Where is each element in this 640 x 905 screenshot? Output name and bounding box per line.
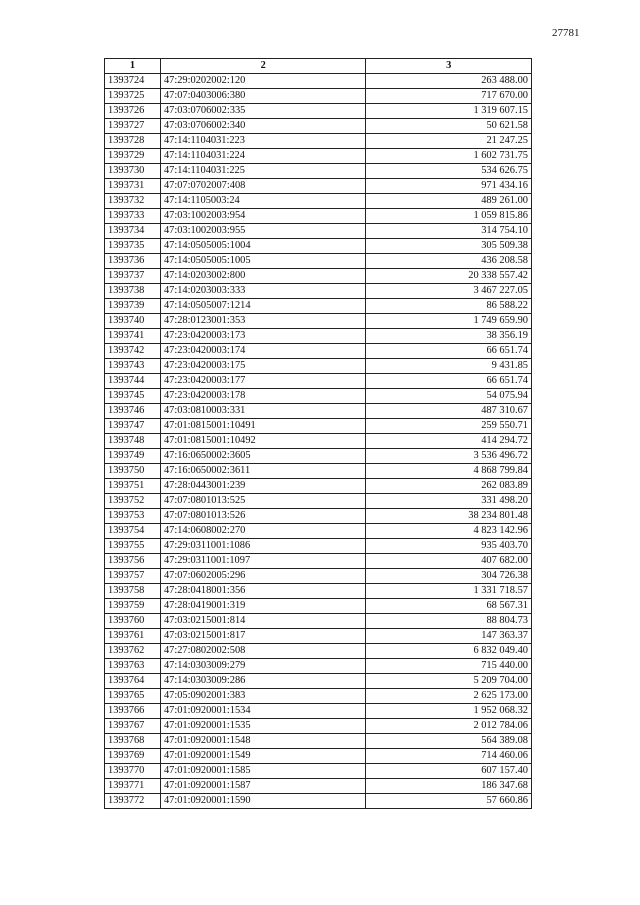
cadastral-number-cell: 47:01:0920001:1590	[160, 794, 366, 809]
table-header-row	[105, 59, 532, 74]
cadastral-value-cell: 4 823 142.96	[366, 524, 532, 539]
table-row	[105, 344, 532, 359]
cadastral-value-cell: 1 331 718.57	[366, 584, 532, 599]
cadastral-number-cell: 47:29:0311001:1086	[160, 539, 366, 554]
table-row	[105, 74, 532, 89]
table-row	[105, 359, 532, 374]
cadastral-number-cell: 47:23:0420003:178	[160, 389, 366, 404]
cadastral-number-cell: 47:14:0505005:1005	[160, 254, 366, 269]
row-number-cell: 1393731	[105, 179, 161, 194]
cadastral-value-cell: 1 602 731.75	[366, 149, 532, 164]
row-number-cell: 1393724	[105, 74, 161, 89]
cadastral-number-cell: 47:03:0810003:331	[160, 404, 366, 419]
cadastral-value-cell: 1 319 607.15	[366, 104, 532, 119]
cadastral-value-cell: 9 431.85	[366, 359, 532, 374]
cadastral-value-cell: 1 059 815.86	[366, 209, 532, 224]
cadastral-number-cell: 47:14:0203003:333	[160, 284, 366, 299]
cadastral-value-cell: 186 347.68	[366, 779, 532, 794]
row-number-cell: 1393744	[105, 374, 161, 389]
row-number-cell: 1393734	[105, 224, 161, 239]
cadastral-value-cell: 717 670.00	[366, 89, 532, 104]
table-row	[105, 464, 532, 479]
row-number-cell: 1393741	[105, 329, 161, 344]
table-row	[105, 104, 532, 119]
row-number-cell: 1393766	[105, 704, 161, 719]
cadastral-value-cell: 54 075.94	[366, 389, 532, 404]
cadastral-number-cell: 47:01:0815001:10492	[160, 434, 366, 449]
table-row	[105, 599, 532, 614]
cadastral-number-cell: 47:28:0443001:239	[160, 479, 366, 494]
row-number-cell: 1393748	[105, 434, 161, 449]
cadastral-value-cell: 38 356.19	[366, 329, 532, 344]
cadastral-number-cell: 47:01:0920001:1548	[160, 734, 366, 749]
table-body	[105, 74, 532, 809]
column-header-1: 1	[105, 59, 161, 74]
row-number-cell: 1393738	[105, 284, 161, 299]
row-number-cell: 1393750	[105, 464, 161, 479]
table-row	[105, 764, 532, 779]
table-row	[105, 614, 532, 629]
row-number-cell: 1393736	[105, 254, 161, 269]
row-number-cell: 1393725	[105, 89, 161, 104]
cadastral-number-cell: 47:16:0650002:3605	[160, 449, 366, 464]
row-number-cell: 1393752	[105, 494, 161, 509]
table-row	[105, 209, 532, 224]
cadastral-value-cell: 1 749 659.90	[366, 314, 532, 329]
cadastral-value-cell: 3 467 227.05	[366, 284, 532, 299]
cadastral-value-cell: 88 804.73	[366, 614, 532, 629]
cadastral-value-cell: 304 726.38	[366, 569, 532, 584]
cadastral-value-cell: 607 157.40	[366, 764, 532, 779]
cadastral-value-cell: 86 588.22	[366, 299, 532, 314]
table-row	[105, 434, 532, 449]
cadastral-number-cell: 47:14:1105003:24	[160, 194, 366, 209]
cadastral-value-cell: 407 682.00	[366, 554, 532, 569]
cadastral-number-cell: 47:14:1104031:225	[160, 164, 366, 179]
cadastral-number-cell: 47:27:0802002:508	[160, 644, 366, 659]
cadastral-value-cell: 262 083.89	[366, 479, 532, 494]
table-row	[105, 194, 532, 209]
table-row	[105, 719, 532, 734]
row-number-cell: 1393771	[105, 779, 161, 794]
table-row	[105, 704, 532, 719]
table-row	[105, 134, 532, 149]
table-row	[105, 419, 532, 434]
table-row	[105, 509, 532, 524]
page-number: 27781	[552, 27, 580, 39]
cadastral-number-cell: 47:28:0123001:353	[160, 314, 366, 329]
row-number-cell: 1393772	[105, 794, 161, 809]
table-row	[105, 749, 532, 764]
table-row	[105, 689, 532, 704]
cadastral-value-cell: 147 363.37	[366, 629, 532, 644]
cadastral-number-cell: 47:14:0203002:800	[160, 269, 366, 284]
table-row	[105, 119, 532, 134]
table-row	[105, 374, 532, 389]
table-row	[105, 794, 532, 809]
table-row	[105, 554, 532, 569]
table-row	[105, 239, 532, 254]
cadastral-number-cell: 47:01:0920001:1535	[160, 719, 366, 734]
cadastral-number-cell: 47:01:0815001:10491	[160, 419, 366, 434]
table-row	[105, 164, 532, 179]
row-number-cell: 1393757	[105, 569, 161, 584]
cadastral-value-cell: 68 567.31	[366, 599, 532, 614]
cadastral-value-cell: 714 460.06	[366, 749, 532, 764]
cadastral-number-cell: 47:03:1002003:954	[160, 209, 366, 224]
cadastral-value-cell: 314 754.10	[366, 224, 532, 239]
row-number-cell: 1393728	[105, 134, 161, 149]
table-row	[105, 479, 532, 494]
cadastral-value-cell: 263 488.00	[366, 74, 532, 89]
cadastral-value-cell: 50 621.58	[366, 119, 532, 134]
row-number-cell: 1393770	[105, 764, 161, 779]
cadastral-value-cell: 259 550.71	[366, 419, 532, 434]
row-number-cell: 1393726	[105, 104, 161, 119]
row-number-cell: 1393759	[105, 599, 161, 614]
cadastral-value-cell: 971 434.16	[366, 179, 532, 194]
cadastral-value-cell: 20 338 557.42	[366, 269, 532, 284]
cadastral-number-cell: 47:01:0920001:1587	[160, 779, 366, 794]
table-row	[105, 629, 532, 644]
row-number-cell: 1393740	[105, 314, 161, 329]
row-number-cell: 1393765	[105, 689, 161, 704]
table-row	[105, 224, 532, 239]
table-row	[105, 314, 532, 329]
table-row	[105, 299, 532, 314]
table-row	[105, 659, 532, 674]
cadastral-value-cell: 2 625 173.00	[366, 689, 532, 704]
cadastral-number-cell: 47:16:0650002:3611	[160, 464, 366, 479]
cadastral-number-cell: 47:14:0505007:1214	[160, 299, 366, 314]
cadastral-number-cell: 47:14:0303009:279	[160, 659, 366, 674]
cadastral-value-table	[104, 58, 532, 809]
row-number-cell: 1393760	[105, 614, 161, 629]
cadastral-value-cell: 38 234 801.48	[366, 509, 532, 524]
row-number-cell: 1393756	[105, 554, 161, 569]
cadastral-value-cell: 3 536 496.72	[366, 449, 532, 464]
cadastral-value-cell: 534 626.75	[366, 164, 532, 179]
cadastral-number-cell: 47:14:0608002:270	[160, 524, 366, 539]
row-number-cell: 1393747	[105, 419, 161, 434]
row-number-cell: 1393751	[105, 479, 161, 494]
row-number-cell: 1393745	[105, 389, 161, 404]
table-row	[105, 149, 532, 164]
cadastral-number-cell: 47:14:0505005:1004	[160, 239, 366, 254]
row-number-cell: 1393768	[105, 734, 161, 749]
row-number-cell: 1393729	[105, 149, 161, 164]
cadastral-value-cell: 66 651.74	[366, 374, 532, 389]
row-number-cell: 1393737	[105, 269, 161, 284]
cadastral-value-cell: 4 868 799.84	[366, 464, 532, 479]
table-row	[105, 644, 532, 659]
row-number-cell: 1393730	[105, 164, 161, 179]
row-number-cell: 1393746	[105, 404, 161, 419]
cadastral-number-cell: 47:01:0920001:1549	[160, 749, 366, 764]
cadastral-number-cell: 47:28:0419001:319	[160, 599, 366, 614]
cadastral-value-cell: 436 208.58	[366, 254, 532, 269]
cadastral-value-cell: 5 209 704.00	[366, 674, 532, 689]
table-row	[105, 674, 532, 689]
table-row	[105, 779, 532, 794]
row-number-cell: 1393735	[105, 239, 161, 254]
table-row	[105, 584, 532, 599]
cadastral-number-cell: 47:03:0706002:335	[160, 104, 366, 119]
column-header-3: 3	[366, 59, 532, 74]
row-number-cell: 1393758	[105, 584, 161, 599]
cadastral-number-cell: 47:05:0902001:383	[160, 689, 366, 704]
cadastral-number-cell: 47:01:0920001:1534	[160, 704, 366, 719]
cadastral-value-cell: 564 389.08	[366, 734, 532, 749]
row-number-cell: 1393763	[105, 659, 161, 674]
row-number-cell: 1393739	[105, 299, 161, 314]
cadastral-number-cell: 47:03:1002003:955	[160, 224, 366, 239]
cadastral-value-cell: 489 261.00	[366, 194, 532, 209]
row-number-cell: 1393764	[105, 674, 161, 689]
column-header-2: 2	[160, 59, 366, 74]
cadastral-number-cell: 47:14:1104031:223	[160, 134, 366, 149]
cadastral-value-cell: 6 832 049.40	[366, 644, 532, 659]
cadastral-number-cell: 47:07:0801013:525	[160, 494, 366, 509]
table-row	[105, 89, 532, 104]
cadastral-value-cell: 414 294.72	[366, 434, 532, 449]
row-number-cell: 1393749	[105, 449, 161, 464]
cadastral-number-cell: 47:14:1104031:224	[160, 149, 366, 164]
cadastral-number-cell: 47:07:0702007:408	[160, 179, 366, 194]
row-number-cell: 1393769	[105, 749, 161, 764]
cadastral-number-cell: 47:03:0215001:814	[160, 614, 366, 629]
cadastral-number-cell: 47:07:0403006:380	[160, 89, 366, 104]
table-row	[105, 404, 532, 419]
cadastral-number-cell: 47:03:0706002:340	[160, 119, 366, 134]
table-row	[105, 254, 532, 269]
cadastral-value-cell: 21 247.25	[366, 134, 532, 149]
table-row	[105, 449, 532, 464]
cadastral-number-cell: 47:23:0420003:174	[160, 344, 366, 359]
row-number-cell: 1393755	[105, 539, 161, 554]
table-row	[105, 734, 532, 749]
row-number-cell: 1393733	[105, 209, 161, 224]
cadastral-value-cell: 1 952 068.32	[366, 704, 532, 719]
cadastral-value-cell: 2 012 784.06	[366, 719, 532, 734]
table-row	[105, 569, 532, 584]
cadastral-value-cell: 715 440.00	[366, 659, 532, 674]
table-row	[105, 284, 532, 299]
table-row	[105, 539, 532, 554]
cadastral-number-cell: 47:28:0418001:356	[160, 584, 366, 599]
cadastral-value-cell: 66 651.74	[366, 344, 532, 359]
row-number-cell: 1393754	[105, 524, 161, 539]
table-row	[105, 329, 532, 344]
cadastral-number-cell: 47:07:0602005:296	[160, 569, 366, 584]
cadastral-number-cell: 47:23:0420003:177	[160, 374, 366, 389]
table-row	[105, 179, 532, 194]
cadastral-number-cell: 47:07:0801013:526	[160, 509, 366, 524]
cadastral-value-cell: 305 509.38	[366, 239, 532, 254]
row-number-cell: 1393742	[105, 344, 161, 359]
cadastral-number-cell: 47:01:0920001:1585	[160, 764, 366, 779]
cadastral-number-cell: 47:14:0303009:286	[160, 674, 366, 689]
cadastral-value-cell: 331 498.20	[366, 494, 532, 509]
cadastral-number-cell: 47:29:0311001:1097	[160, 554, 366, 569]
table-row	[105, 524, 532, 539]
cadastral-number-cell: 47:03:0215001:817	[160, 629, 366, 644]
row-number-cell: 1393732	[105, 194, 161, 209]
row-number-cell: 1393743	[105, 359, 161, 374]
row-number-cell: 1393753	[105, 509, 161, 524]
table-row	[105, 269, 532, 284]
cadastral-number-cell: 47:29:0202002:120	[160, 74, 366, 89]
cadastral-number-cell: 47:23:0420003:173	[160, 329, 366, 344]
cadastral-value-cell: 487 310.67	[366, 404, 532, 419]
row-number-cell: 1393727	[105, 119, 161, 134]
table-row	[105, 494, 532, 509]
row-number-cell: 1393761	[105, 629, 161, 644]
cadastral-value-cell: 935 403.70	[366, 539, 532, 554]
row-number-cell: 1393767	[105, 719, 161, 734]
row-number-cell: 1393762	[105, 644, 161, 659]
table-row	[105, 389, 532, 404]
cadastral-number-cell: 47:23:0420003:175	[160, 359, 366, 374]
cadastral-value-cell: 57 660.86	[366, 794, 532, 809]
